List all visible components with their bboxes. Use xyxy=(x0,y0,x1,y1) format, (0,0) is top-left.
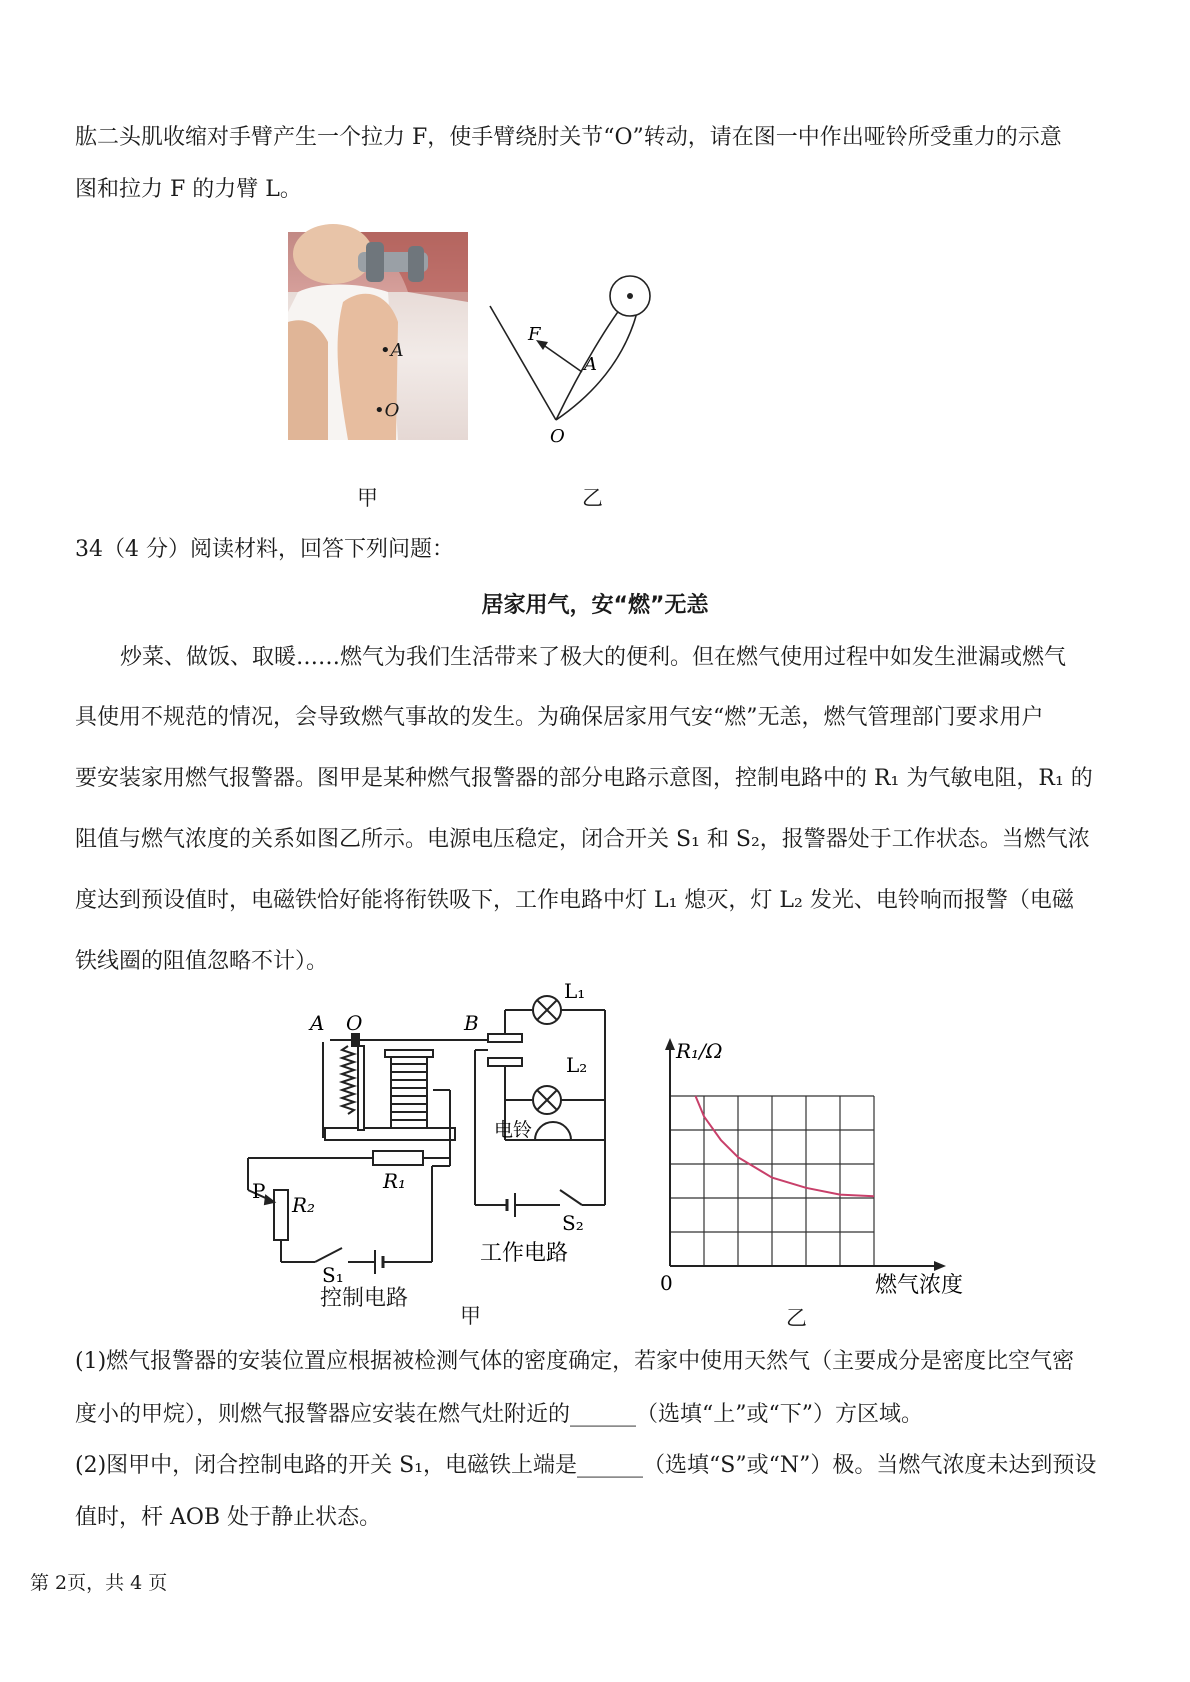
q34-para-3: 要安装家用燃气报警器。图甲是某种燃气报警器的部分电路示意图，控制电路中的 R₁ 为气敏电阻，R₁ 的 xyxy=(75,766,1093,791)
q34-para-6: 铁线圈的阻值忽略不计）。 xyxy=(75,949,329,974)
fig2-caption-left: 甲 xyxy=(460,1304,481,1328)
q2-line-1: (2)图甲中，闭合控制电路的开关 S₁，电磁铁上端是______（选填“S”或“N”）极。当燃气浓度未达到预设 xyxy=(75,1453,1097,1478)
page-footer: 第 2页，共 4 页 xyxy=(30,1572,168,1594)
switch-s2 xyxy=(560,1190,582,1205)
q34-header: 34（4 分）阅读材料，回答下列问题： xyxy=(75,537,454,562)
photo-point-o: •O xyxy=(374,400,400,421)
label-l2: L₂ xyxy=(566,1053,588,1077)
label-work-circuit: 工作电路 xyxy=(480,1241,569,1266)
fig1-caption-left: 甲 xyxy=(357,486,378,510)
label-r1: R₁ xyxy=(383,1169,407,1193)
arm-lever-diagram xyxy=(480,270,660,450)
rheostat-r2 xyxy=(274,1190,288,1240)
chart-origin: 0 xyxy=(660,1271,673,1295)
intro-line-1: 肱二头肌收缩对手臂产生一个拉力 F，使手臂绕肘关节“O”转动，请在图一中作出哑铃所受重力的示意 xyxy=(75,125,1062,150)
upper-arm-line xyxy=(490,306,556,420)
electromagnet xyxy=(391,1056,427,1128)
upper-contact xyxy=(488,1034,522,1042)
label-o: O xyxy=(550,426,565,447)
q34-para-5: 度达到预设值时，电磁铁恰好能将衔铁吸下，工作电路中灯 L₁ 熄灭，灯 L₂ 发光、电铃响而报警（电磁 xyxy=(75,888,1074,913)
chart-xlabel: 燃气浓度 xyxy=(875,1273,964,1298)
lower-contact xyxy=(488,1058,522,1066)
photo-point-a: •A xyxy=(380,340,404,361)
dumbbell-photo xyxy=(288,232,468,440)
spring xyxy=(342,1046,354,1114)
label-r2: R₂ xyxy=(292,1193,316,1217)
switch-s1 xyxy=(315,1248,342,1262)
label-l1: L₁ xyxy=(564,979,586,1003)
label-s2: S₂ xyxy=(562,1211,584,1235)
label-p: P xyxy=(252,1179,266,1203)
intro-line-2: 图和拉力 F 的力臂 L。 xyxy=(75,177,302,202)
resistor-r1 xyxy=(373,1151,423,1165)
label-bell: 电铃 xyxy=(494,1119,533,1141)
q34-title: 居家用气，安“燃”无恙 xyxy=(481,593,709,618)
force-arrow xyxy=(542,344,582,372)
chart-grid xyxy=(670,1096,874,1266)
q1-line-2: 度小的甲烷），则燃气报警器应安装在燃气灶附近的______（选填“上”或“下”）方区域。 xyxy=(75,1402,923,1427)
q2-line-2: 值时，杆 AOB 处于静止状态。 xyxy=(75,1505,382,1530)
label-control-circuit: 控制电路 xyxy=(320,1286,409,1311)
label-o: O xyxy=(346,1011,363,1035)
chart-ylabel: R₁/Ω xyxy=(676,1039,723,1063)
fig2-caption-right: 乙 xyxy=(786,1306,807,1330)
resistance-curve xyxy=(696,1096,875,1196)
forearm-outer xyxy=(556,300,640,420)
resistance-chart xyxy=(640,1030,1000,1300)
label-a: A xyxy=(310,1011,325,1035)
alarm-circuit-diagram xyxy=(252,979,640,1290)
label-f: F xyxy=(528,324,541,345)
bell xyxy=(535,1122,571,1140)
base-plate xyxy=(325,1128,455,1140)
label-b: B xyxy=(464,1011,479,1035)
fig1-caption-right: 乙 xyxy=(582,486,603,510)
q34-para-2: 具使用不规范的情况，会导致燃气事故的发生。为确保居家用气安“燃”无恙，燃气管理部门要求用户 xyxy=(75,705,1044,730)
y-axis-arrow xyxy=(665,1038,675,1050)
q34-para-4: 阻值与燃气浓度的关系如图乙所示。电源电压稳定，闭合开关 S₁ 和 S₂，报警器处于工作状态。当燃气浓 xyxy=(75,827,1090,852)
q1-line-1: (1)燃气报警器的安装位置应根据被检测气体的密度确定，若家中使用天然气（主要成分是密度比空气密 xyxy=(75,1349,1075,1374)
label-s1: S₁ xyxy=(322,1263,344,1287)
q34-para-1: 炒菜、做饭、取暖……燃气为我们生活带来了极大的便利。但在燃气使用过程中如发生泄漏或燃气 xyxy=(120,645,1067,670)
label-a: A xyxy=(584,354,597,375)
x-axis-arrow xyxy=(934,1261,946,1271)
